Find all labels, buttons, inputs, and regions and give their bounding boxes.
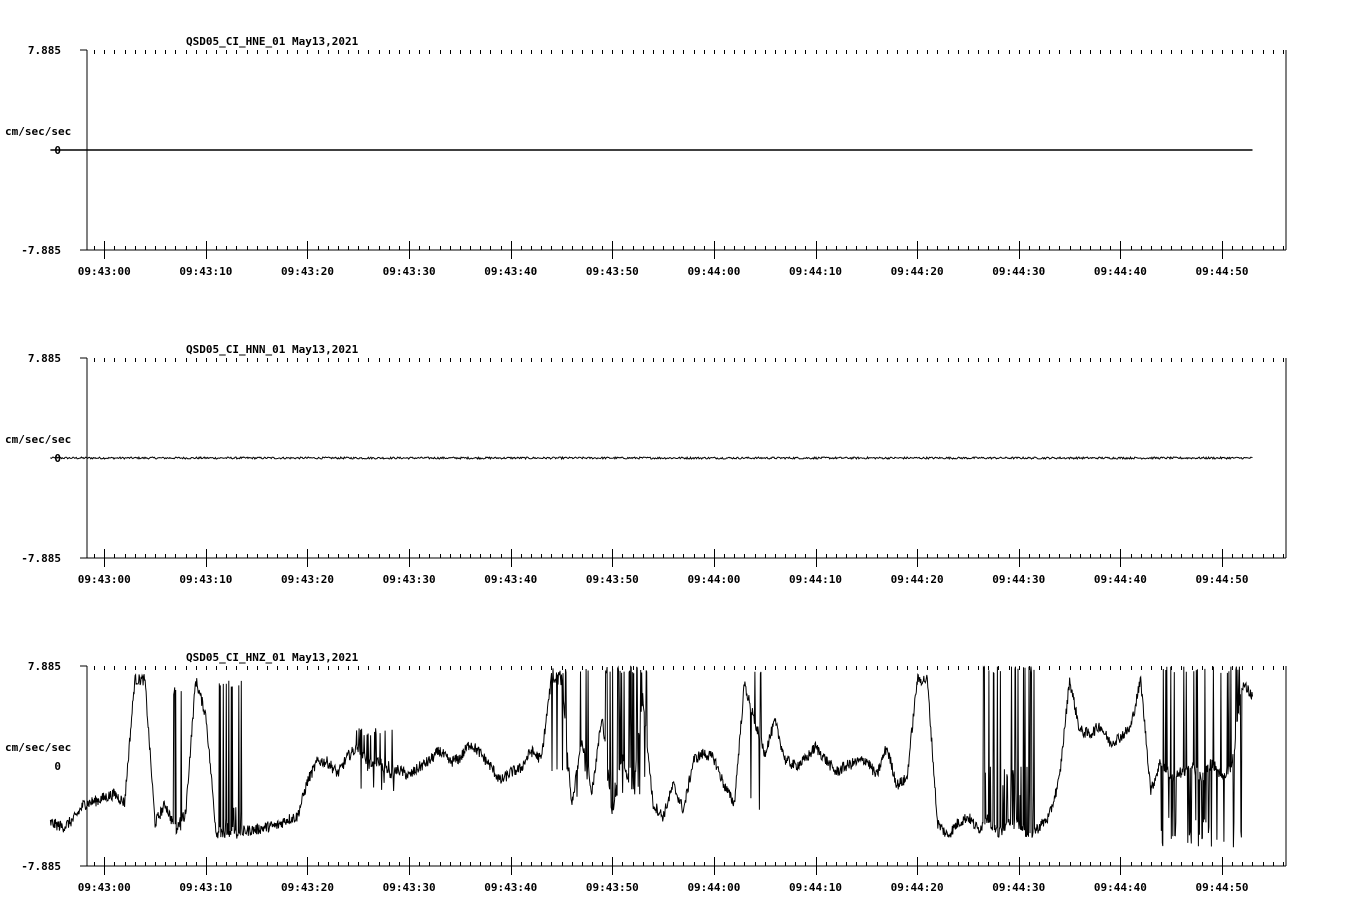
panel-hne bbox=[5, 35, 1286, 278]
x-tick-label: 09:44:40 bbox=[1093, 573, 1147, 586]
trace-line bbox=[50, 667, 1252, 848]
x-tick-label: 09:43:10 bbox=[179, 881, 233, 894]
y-tick-label: -7.885 bbox=[21, 244, 61, 257]
x-tick-label: 09:44:00 bbox=[687, 881, 741, 894]
y-tick-label: -7.885 bbox=[21, 860, 61, 873]
x-tick-label: 09:44:20 bbox=[890, 881, 944, 894]
x-tick-label: 09:43:40 bbox=[484, 573, 538, 586]
y-tick-label: 0 bbox=[54, 452, 61, 465]
y-tick-label: 7.885 bbox=[27, 44, 61, 57]
y-tick-label: -7.885 bbox=[21, 552, 61, 565]
x-tick-label: 09:44:10 bbox=[789, 573, 843, 586]
x-tick-label: 09:44:00 bbox=[687, 573, 741, 586]
x-tick-label: 09:43:30 bbox=[382, 881, 436, 894]
x-tick-label: 09:43:20 bbox=[281, 265, 334, 278]
x-tick-label: 09:44:50 bbox=[1195, 265, 1249, 278]
x-tick-label: 09:44:10 bbox=[789, 881, 843, 894]
x-tick-label: 09:43:00 bbox=[77, 265, 131, 278]
x-tick-label: 09:44:20 bbox=[890, 573, 944, 586]
x-tick-label: 09:43:10 bbox=[179, 265, 233, 278]
x-tick-label: 09:43:10 bbox=[179, 573, 233, 586]
x-tick-label: 09:44:50 bbox=[1195, 573, 1249, 586]
x-tick-label: 09:44:30 bbox=[992, 881, 1046, 894]
y-tick-label: 0 bbox=[54, 144, 61, 157]
panel-hnn bbox=[5, 343, 1286, 586]
panel-title: QSD05_CI_HNZ_01 May13,2021 bbox=[186, 651, 359, 664]
x-tick-label: 09:44:10 bbox=[789, 265, 843, 278]
x-tick-label: 09:43:30 bbox=[382, 265, 436, 278]
panel-hnz bbox=[5, 651, 1286, 894]
x-tick-label: 09:43:50 bbox=[585, 573, 639, 586]
panel-title: QSD05_CI_HNN_01 May13,2021 bbox=[186, 343, 359, 356]
panel-title: QSD05_CI_HNE_01 May13,2021 bbox=[186, 35, 359, 48]
x-tick-label: 09:43:40 bbox=[484, 265, 538, 278]
x-tick-label: 09:44:40 bbox=[1093, 881, 1147, 894]
y-tick-label: 0 bbox=[54, 760, 61, 773]
x-tick-label: 09:43:00 bbox=[77, 881, 131, 894]
x-tick-label: 09:43:40 bbox=[484, 881, 538, 894]
x-tick-label: 09:44:00 bbox=[687, 265, 741, 278]
x-tick-label: 09:43:30 bbox=[382, 573, 436, 586]
y-axis-label: cm/sec/sec bbox=[5, 741, 72, 754]
x-tick-label: 09:44:30 bbox=[992, 573, 1046, 586]
x-tick-label: 09:43:20 bbox=[281, 881, 334, 894]
x-tick-label: 09:43:50 bbox=[585, 881, 639, 894]
x-tick-label: 09:44:20 bbox=[890, 265, 944, 278]
y-tick-label: 7.885 bbox=[27, 660, 61, 673]
y-axis-label: cm/sec/sec bbox=[5, 433, 72, 446]
trace-line bbox=[50, 457, 1252, 459]
x-tick-label: 09:43:20 bbox=[281, 573, 334, 586]
y-tick-label: 7.885 bbox=[27, 352, 61, 365]
x-tick-label: 09:44:40 bbox=[1093, 265, 1147, 278]
x-tick-label: 09:44:30 bbox=[992, 265, 1046, 278]
x-tick-label: 09:43:00 bbox=[77, 573, 131, 586]
y-axis-label: cm/sec/sec bbox=[5, 125, 72, 138]
x-tick-label: 09:43:50 bbox=[585, 265, 639, 278]
x-tick-label: 09:44:50 bbox=[1195, 881, 1249, 894]
